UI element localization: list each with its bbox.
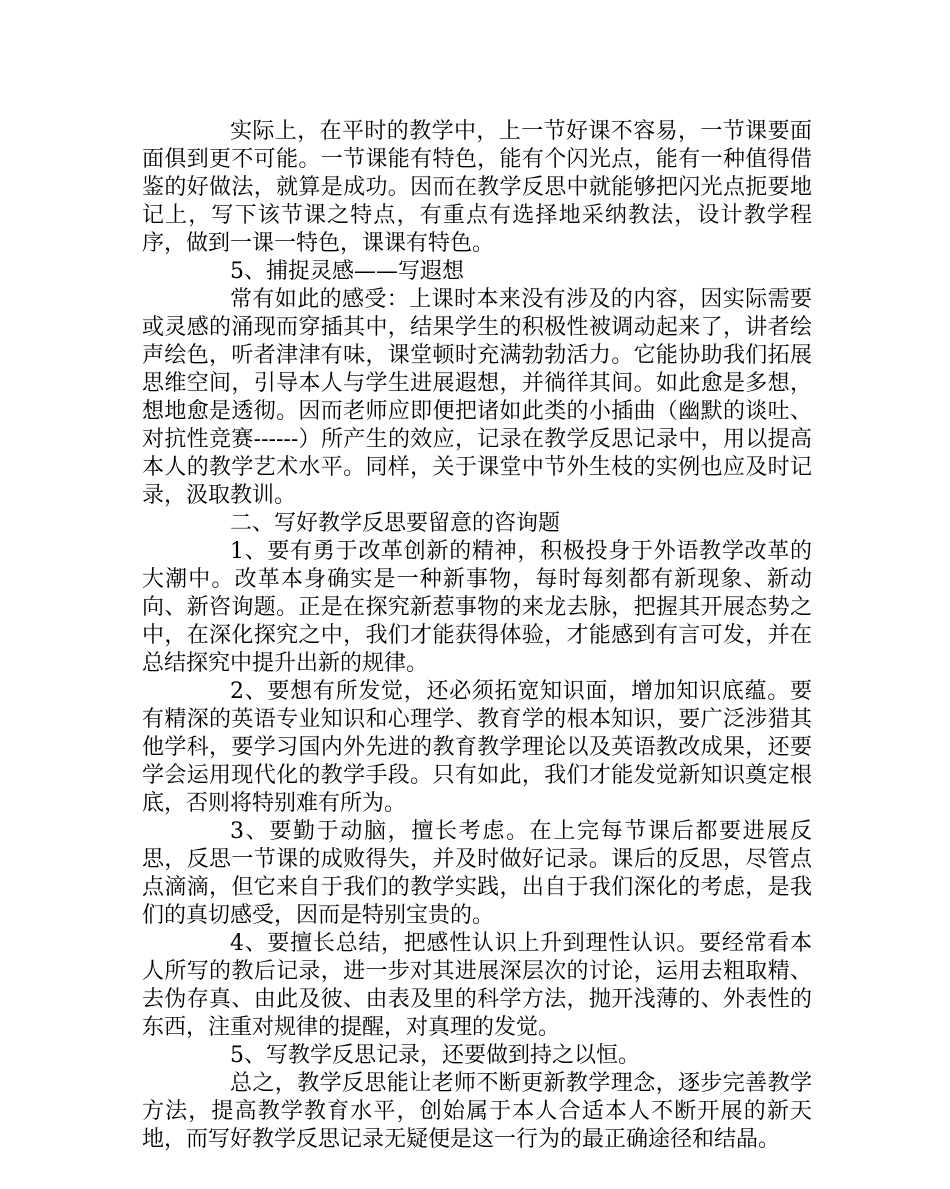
section-heading-issues: 二、写好教学反思要留意的咨询题	[230, 511, 561, 536]
paragraph-inspiration: 常有如此的感受：上课时本来没有涉及的内容，因实际需要或灵感的涌现而穿插其中，结果学生的积极性被调动起来了，讲者绘声绘色，听者津津有味，课堂顿时充满勃勃活力。它能协助我们拓展思维空间，引导本人与学生进展遐想，并徜徉其间。如此愈是多想，想地愈是透彻。因而老师应即便把诸如此类的小插曲（幽默的谈吐、对抗性竞赛------）所产生的效应，记录在教学反思记录中，用以提高本人的教学艺术水平。同样，关于课堂中节外生枝的实例也应及时记录，汲取教训。	[142, 287, 812, 508]
paragraph-highlight: 实际上，在平时的教学中，上一节好课不容易，一节课要面面俱到更不可能。一节课能有特色，能有个闪光点，能有一种值得借鉴的好做法，就算是成功。因而在教学反思中就能够把闪光点扼要地记上，写下该节课之特点，有重点有选择地采纳教法，设计教学程序，做到一课一特色，课课有特色。	[142, 119, 812, 256]
paragraph-conclusion: 总之，教学反思能让老师不断更新教学理念，逐步完善教学方法，提高教学教育水平，创始属于本人合适本人不断开展的新天地，而写好教学反思记录无疑便是这一行为的最正确途径和结晶。	[142, 1071, 812, 1152]
section-heading-inspiration: 5、捕捉灵感——写遐想	[230, 259, 464, 284]
paragraph-issue-5: 5、写教学反思记录，还要做到持之以恒。	[230, 1043, 640, 1068]
paragraph-issue-3: 3、要勤于动脑，擅长考虑。在上完每节课后都要进展反思，反思一节课的成败得失，并及时做好记录。课后的反思，尽管点点滴滴，但它来自于我们的教学实践，出自于我们深化的考虑，是我们的真切感受，因而是特别宝贵的。	[142, 819, 812, 928]
paragraph-issue-1: 1、要有勇于改革创新的精神，积极投身于外语教学改革的大潮中。改革本身确实是一种新事物，每时每刻都有新现象、新动向、新咨询题。正是在探究新惹事物的来龙去脉，把握其开展态势之中，在深化探究之中，我们才能获得体验，才能感到有言可发，并在总结探究中提升出新的规律。	[142, 539, 812, 676]
document-body	[142, 118, 812, 1154]
paragraph-issue-4: 4、要擅长总结，把感性认识上升到理性认识。要经常看本人所写的教后记录，进一步对其进展深层次的讨论，运用去粗取精、去伪存真、由此及彼、由表及里的科学方法，抛开浅薄的、外表性的东西，注重对规律的提醒，对真理的发觉。	[142, 931, 812, 1040]
paragraph-issue-2: 2、要想有所发觉，还必须拓宽知识面，增加知识底蕴。要有精深的英语专业知识和心理学、教育学的根本知识，要广泛涉猎其他学科，要学习国内外先进的教育教学理论以及英语教改成果，还要学会运用现代化的教学手段。只有如此，我们才能发觉新知识奠定根底，否则将特别难有所为。	[142, 679, 812, 816]
